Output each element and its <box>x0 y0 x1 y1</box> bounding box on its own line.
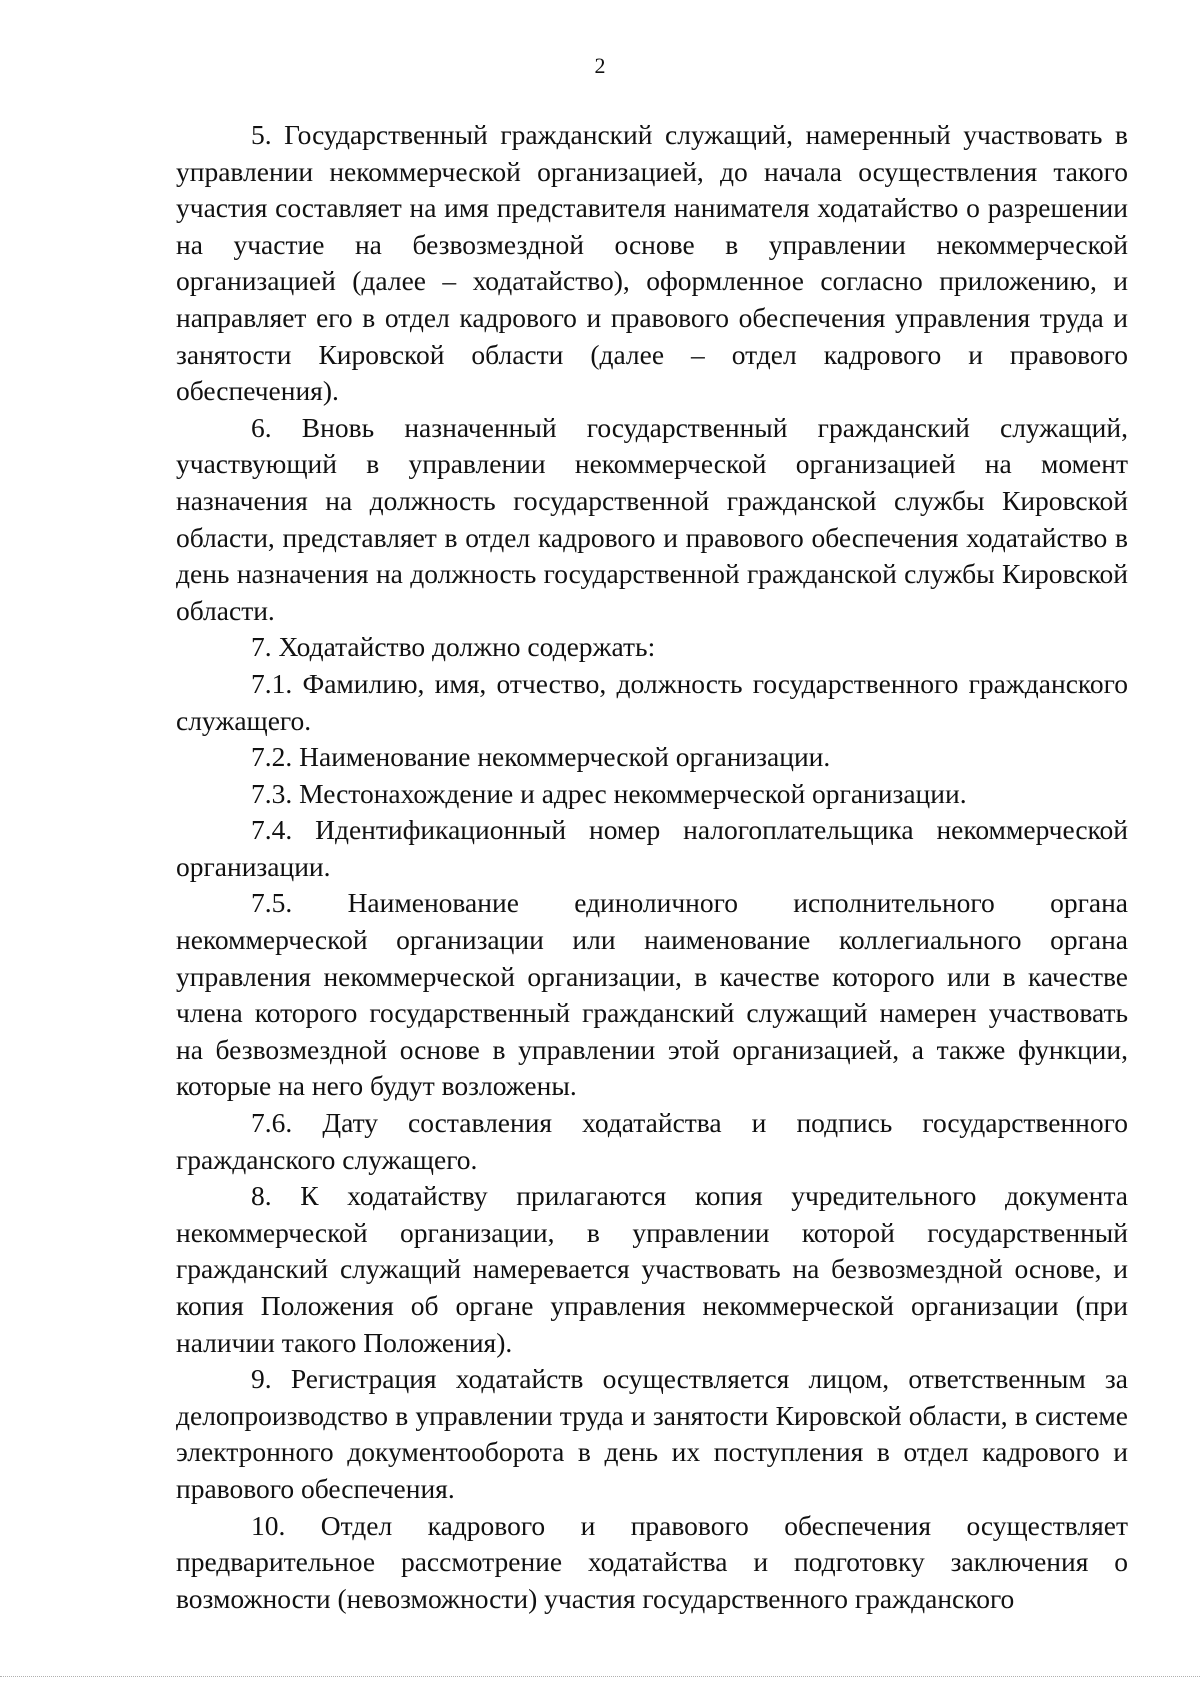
paragraph-7-3: 7.3. Местонахождение и адрес некоммерческой организации. <box>251 777 967 809</box>
paragraph-7-1: 7.1. Фамилию, имя, отчество, должность государственного гражданского служащего. <box>176 667 1128 736</box>
paragraph-7: 7. Ходатайство должно содержать: <box>251 631 656 663</box>
page-number: 2 <box>594 53 606 78</box>
paragraph-10: 10. Отдел кадрового и правового обеспечения осуществляет предварительное рассмотрение ходатайства и подготовку заключения о возможности (невозможности) участия государственного гражданского <box>176 1509 1128 1614</box>
paragraph-7-4: 7.4. Идентификационный номер налогоплательщика некоммерческой организации. <box>176 814 1128 882</box>
paragraph-9: 9. Регистрация ходатайств осуществляется лицом, ответственным за делопроизводство в управлении труда и занятости Кировской области, в системе электронного документооборота в день их поступления в отдел кадрового и правового обеспечения. <box>176 1363 1128 1504</box>
document-body <box>176 117 1128 1617</box>
paragraph-7-5: 7.5. Наименование единоличного исполнительного органа некоммерческой организации или наименование коллегиального органа управления некоммерческой организации, в качестве которого или в качестве члена которого государственный гражданский служащий намерен участвовать на безвозмездной основе в управлении этой организацией, а также функции, которые на него будут возложены. <box>176 887 1128 1102</box>
paragraph-7-6: 7.6. Дату составления ходатайства и подпись государственного гражданского служащего. <box>176 1107 1128 1175</box>
paragraph-6: 6. Вновь назначенный государственный гражданский служащий, участвующий в управлении некоммерческой организацией на момент назначения на должность государственной гражданской службы Кировской области, представляет в отдел кадрового и правового обеспечения ходатайство в день назначения на должность государственной гражданской службы Кировской области. <box>176 411 1128 626</box>
paragraph-7-2: 7.2. Наименование некоммерческой организации. <box>251 741 831 773</box>
paragraph-5: 5. Государственный гражданский служащий, намеренный участвовать в управлении некоммерческой организацией, до начала осуществления такого участия составляет на имя представителя нанимателя ходатайство о разрешении на участие на безвозмездной основе в управлении некоммерческой организацией (далее – ходатайство), оформленное согласно приложению, и направляет его в отдел кадрового и правового обеспечения управления труда и занятости Кировской области (далее – отдел кадрового и правового обеспечения). <box>176 119 1128 407</box>
scan-artifact-line <box>0 1676 1200 1677</box>
paragraph-8: 8. К ходатайству прилагаются копия учредительного документа некоммерческой организации, в управлении которой государственный гражданский служащий намеревается участвовать на безвозмездной основе, и копия Положения об органе управления некоммерческой организации (при наличии такого Положения). <box>176 1180 1128 1358</box>
